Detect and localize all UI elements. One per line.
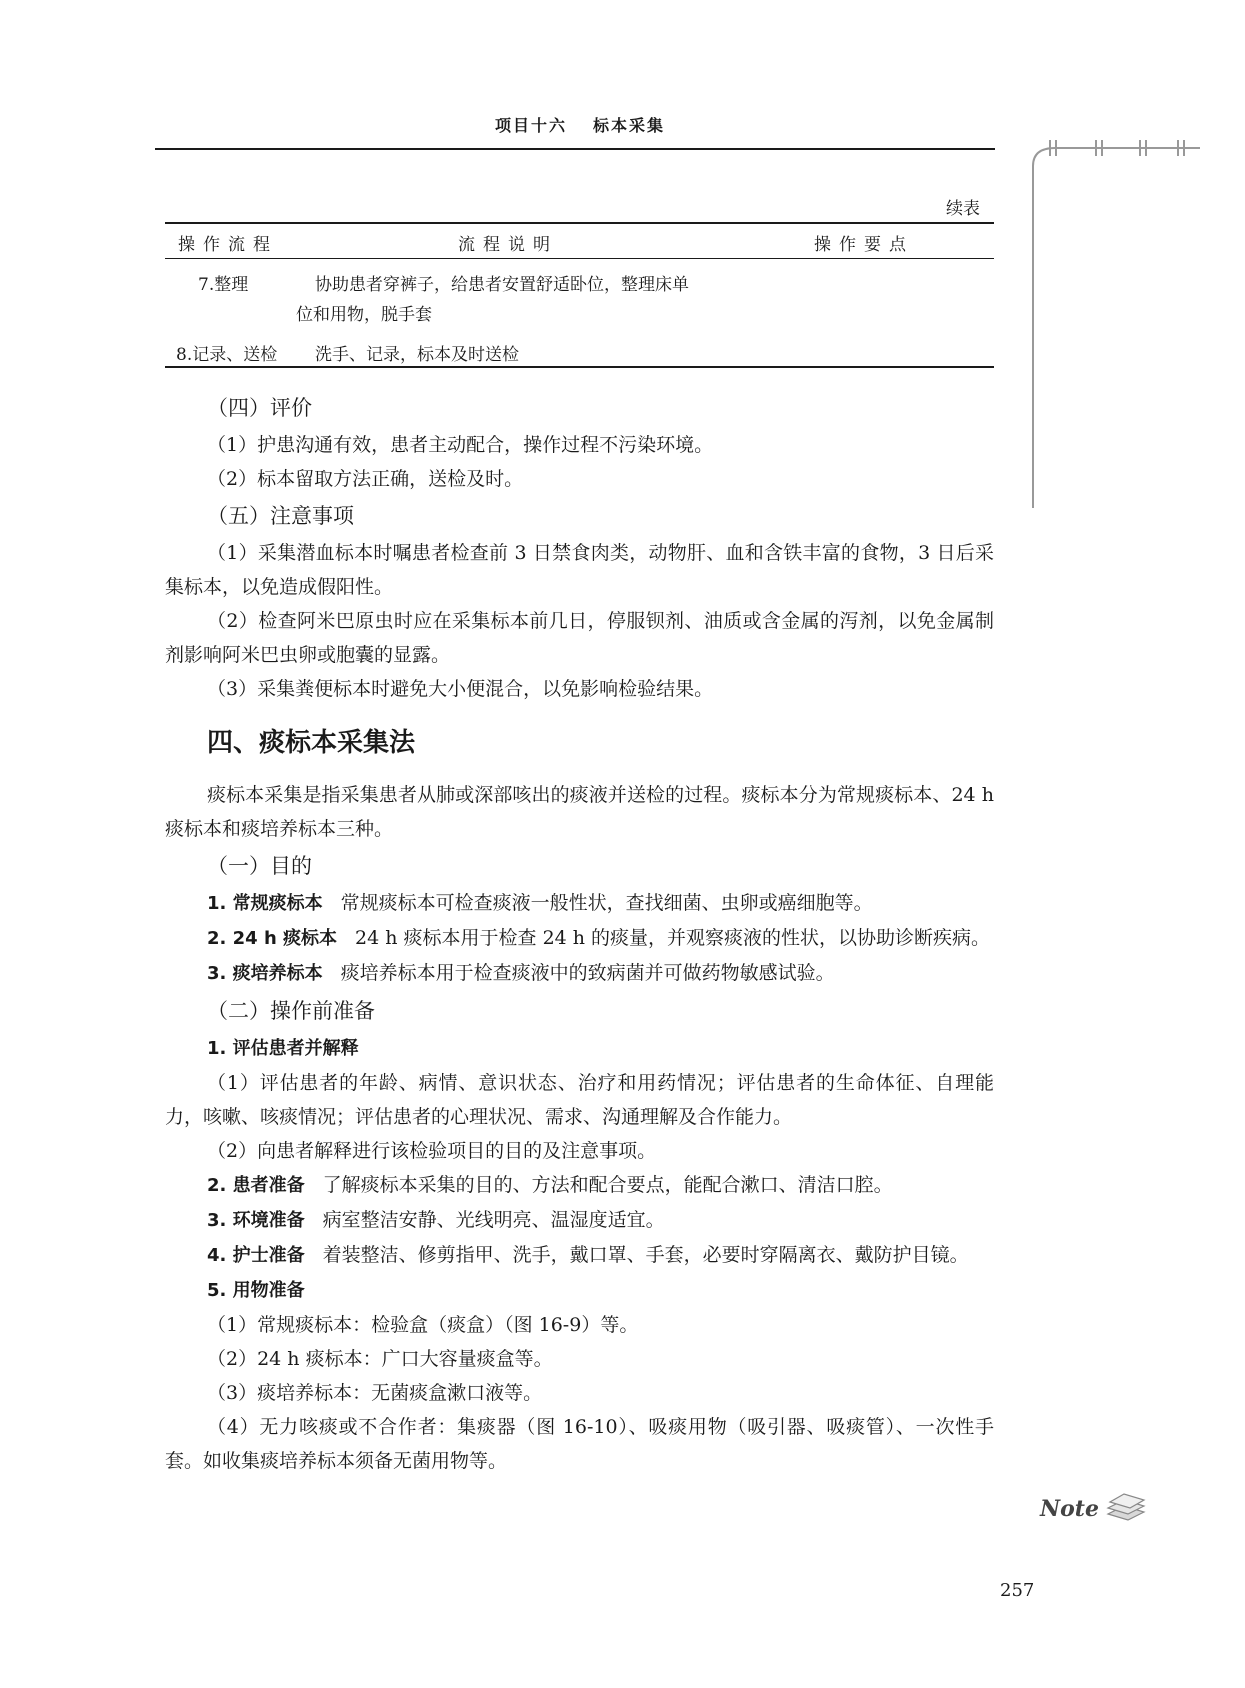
- table-row-description: 洗手、记录，标本及时送检: [315, 345, 519, 365]
- table-row-step: 7.整理: [198, 275, 249, 295]
- purpose-item: [165, 956, 994, 991]
- running-header: [165, 113, 995, 136]
- assess-item: （2）向患者解释进行该检验项目的目的及注意事项。: [207, 1140, 657, 1162]
- section-intro: 痰标本采集是指采集患者从肺或深部咳出的痰液并送检的过程。痰标本分为常规痰标本、24 h 痰标本和痰培养标本三种。: [165, 784, 994, 840]
- purpose-item: [165, 886, 994, 921]
- supplies-item: （3）痰培养标本：无菌痰盒漱口液等。: [207, 1382, 543, 1404]
- section-heading: 四、痰标本采集法: [207, 728, 416, 758]
- assess-heading-label: 1. 评估患者并解释: [207, 1038, 359, 1059]
- supplies-item: （1）常规痰标本：检验盒（痰盒）（图 16-9）等。: [207, 1314, 639, 1336]
- preparation-heading: （二）操作前准备: [207, 999, 375, 1023]
- table-row-description: 协助患者穿裤子，给患者安置舒适卧位，整理床单: [315, 275, 689, 295]
- purpose-item-text: 常规痰标本可检查痰液一般性状，查找细菌、虫卵或癌细胞等。: [340, 892, 873, 914]
- precautions-item: （1）采集潜血标本时嘱患者检查前 3 日禁食肉类，动物肝、血和含铁丰富的食物，3 日后采集标本，以免造成假阳性。: [165, 542, 994, 598]
- table-header-step: 操作流程: [178, 235, 278, 255]
- assess-heading: [165, 1031, 994, 1066]
- table-row-step: 8.记录、送检: [176, 345, 278, 365]
- evaluation-item: （2）标本留取方法正确，送检及时。: [207, 468, 524, 490]
- purpose-heading: （一）目的: [207, 854, 312, 878]
- table-top-rule: [165, 222, 994, 224]
- purpose-item-label: 2. 24 h 痰标本: [207, 928, 338, 949]
- purpose-item-text: 24 h 痰标本用于检查 24 h 的痰量，并观察痰液的性状，以协助诊断疾病。: [355, 927, 991, 949]
- nurse-prep-text: 着装整洁、修剪指甲、洗手，戴口罩、手套，必要时穿隔离衣、戴防护目镜。: [322, 1244, 969, 1266]
- purpose-item-text: 痰培养标本用于检查痰液中的致病菌并可做药物敏感试验。: [340, 962, 835, 984]
- precautions-item: （3）采集粪便标本时避免大小便混合，以免影响检验结果。: [207, 678, 714, 700]
- environment-prep-text: 病室整洁安静、光线明亮、温湿度适宜。: [322, 1209, 665, 1231]
- precautions-item: （2）检查阿米巴原虫时应在采集标本前几日，停服钡剂、油质或含金属的泻剂，以免金属制剂影响阿米巴虫卵或胞囊的显露。: [165, 610, 994, 666]
- table-header-rule: [165, 258, 994, 259]
- book-stack-icon: [1104, 1488, 1148, 1524]
- supplies-heading: [165, 1273, 994, 1308]
- table-bottom-rule: [165, 366, 994, 368]
- table-continued-label: 续表: [946, 199, 980, 219]
- nurse-prep: [165, 1238, 994, 1273]
- chapter-title: 标本采集: [593, 116, 666, 135]
- header-rule: [155, 148, 995, 150]
- purpose-item: [165, 921, 994, 956]
- environment-prep-label: 3. 环境准备: [207, 1210, 305, 1231]
- supplies-heading-label: 5. 用物准备: [207, 1280, 305, 1301]
- chapter-label: 项目十六: [494, 116, 567, 135]
- patient-prep-label: 2. 患者准备: [207, 1175, 305, 1196]
- nurse-prep-label: 4. 护士准备: [207, 1245, 305, 1266]
- environment-prep: [165, 1203, 994, 1238]
- page-number: 257: [1000, 1580, 1035, 1601]
- evaluation-item: （1）护患沟通有效，患者主动配合，操作过程不污染环境。: [207, 434, 714, 456]
- supplies-item: （4）无力咳痰或不合作者：集痰器（图 16-10）、吸痰用物（吸引器、吸痰管）、一次性手套。如收集痰培养标本须备无菌用物等。: [165, 1416, 994, 1472]
- assess-item: （1）评估患者的年龄、病情、意识状态、治疗和用药情况；评估患者的生命体征、自理能力，咳嗽、咳痰情况；评估患者的心理状况、需求、沟通理解及合作能力。: [165, 1072, 994, 1128]
- supplies-item: （2）24 h 痰标本：广口大容量痰盒等。: [207, 1348, 553, 1370]
- precautions-heading: （五）注意事项: [207, 504, 354, 528]
- patient-prep-text: 了解痰标本采集的目的、方法和配合要点，能配合漱口、清洁口腔。: [322, 1174, 893, 1196]
- evaluation-heading: （四）评价: [207, 396, 312, 420]
- body-content: [165, 388, 994, 1478]
- margin-decoration: [1010, 128, 1200, 508]
- patient-prep: [165, 1168, 994, 1203]
- purpose-item-label: 3. 痰培养标本: [207, 963, 323, 984]
- note-label: Note: [1040, 1496, 1099, 1522]
- table-header-keypoints: 操作要点: [814, 235, 914, 255]
- purpose-item-label: 1. 常规痰标本: [207, 893, 323, 914]
- table-row-description-cont: 位和用物，脱手套: [296, 305, 432, 325]
- table-header-description: 流程说明: [458, 235, 558, 255]
